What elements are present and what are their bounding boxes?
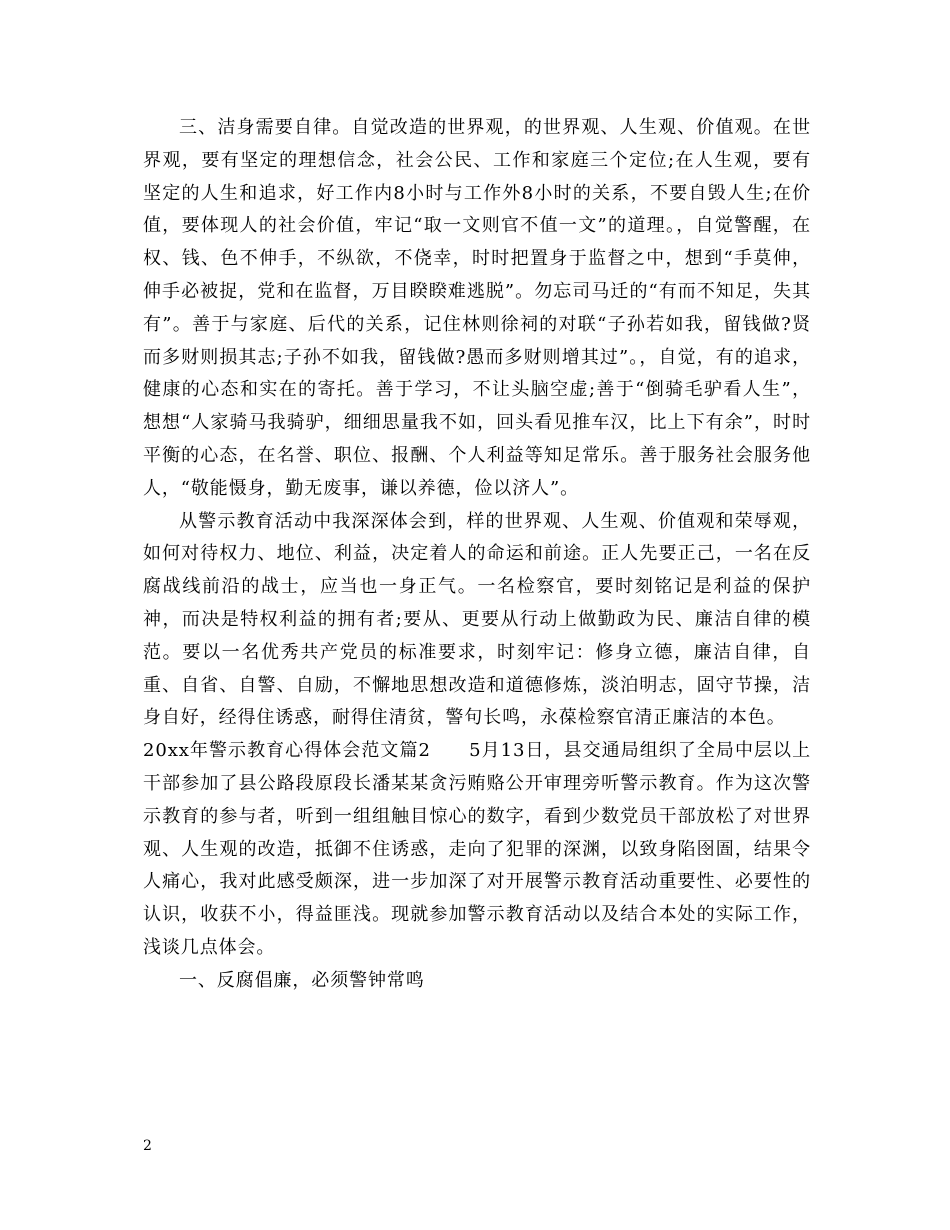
paragraph-warning-education: 从警示教育活动中我深深体会到，样的世界观、人生观、价值观和荣辱观，如何对待权力、地位、利益，决定着人的命运和前途。正人先要正己，一名在反腐战线前沿的战士，应当也一身正气。一名检察官，要时刻铭记是利益的保护神，而决是特权利益的拥有者;要从、更要从行动上做勤政为民、廉洁自律的模范。要以一名优秀共产党员的标准要求，时刻牢记：修身立德，廉洁自律，自重、自省、自警、自励，不懈地思想改造和道德修炼，淡泊明志，固守节操，洁身自好，经得住诱惑，耐得住清贫，警句长鸣，永葆检察官清正廉洁的本色。 — [143, 510, 811, 729]
section-heading-anti-corruption: 一、反腐倡廉，必须警钟常鸣 — [179, 969, 425, 991]
paragraph-self-discipline: 三、洁身需要自律。自觉改造的世界观，的世界观、人生观、价值观。在世界观，要有坚定的理想信念，社会公民、工作和家庭三个定位;在人生观，要有坚定的人生和追求，好工作内8小时与工作外8小时的关系，不要自毁人生;在价值，要体现人的社会价值，牢记“取一文则官不值一文”的道理。，自觉警醒，在权、钱、色不伸手，不纵欲，不侥幸，时时把置身于监督之中，想到“手莫伸，伸手必被捉，党和在监督，万目睽睽难逃脱”。勿忘司马迁的“有而不知足，失其有”。善于与家庭、后代的关系，记住林则徐祠的对联“子孙若如我，留钱做?贤而多财则损其志;子孙不如我，留钱做?愚而多财则增其过”。，自觉，有的追求，健康的心态和实在的寄托。善于学习，不让头脑空虚;善于“倒骑毛驴看人生”，想想“人家骑马我骑驴，细细思量我不如，回头看见推车汉，比上下有余”，时时平衡的心态，在名誉、职位、报酬、个人利益等知足常乐。善于服务社会服务他人，“敬能慑身，勤无废事，谦以养德，俭以济人”。 — [143, 117, 811, 499]
paragraph-essay-2-intro: 20xx年警示教育心得体会范文篇2 5月13日，县交通局组织了全局中层以上干部参加了县公路段原段长潘某某贪污贿赂公开审理旁听警示教育。作为这次警示教育的参与者，听到一组组触目惊心的数字，看到少数党员干部放松了对世界观、人生观的改造，抵御不住诱惑，走向了犯罪的深渊，以致身陷囹圄，结果令人痛心，我对此感受颇深，进一步加深了对开展警示教育活动重要性、必要性的认识，收获不小，得益匪浅。现就参加警示教育活动以及结合本处的实际工作，浅谈几点体会。 — [143, 740, 811, 958]
document-body — [143, 112, 811, 998]
page-number: 2 — [143, 1138, 152, 1154]
